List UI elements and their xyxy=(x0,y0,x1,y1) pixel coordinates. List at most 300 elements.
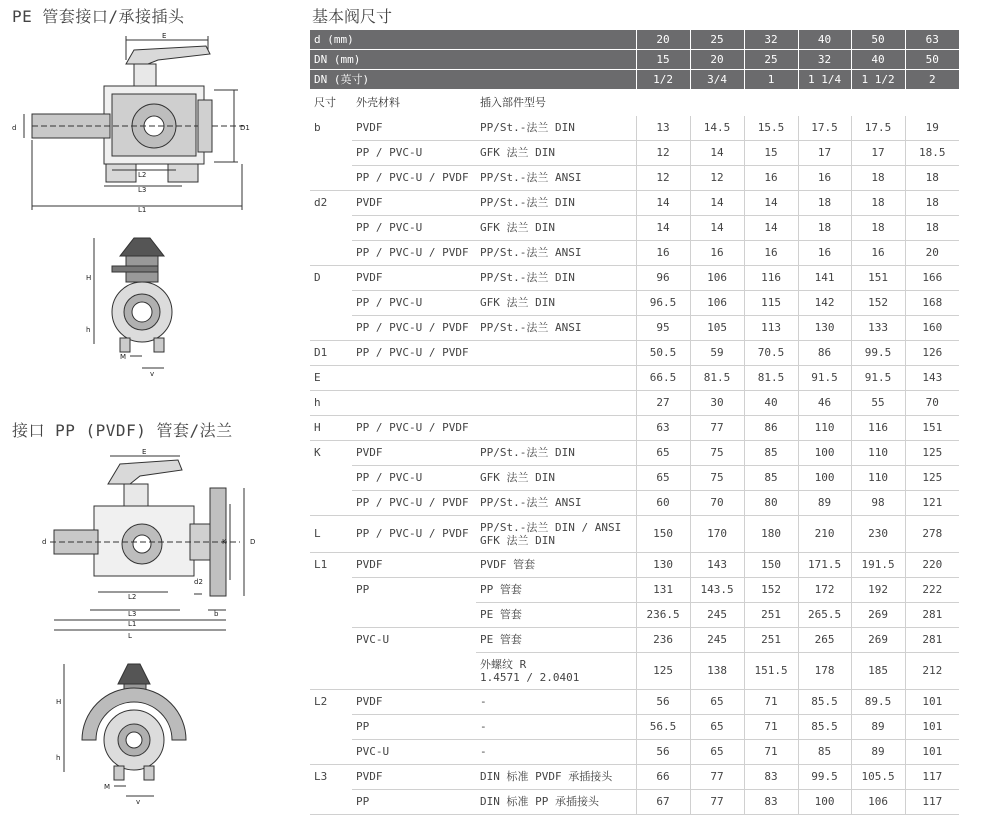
cell-dimension xyxy=(310,216,352,241)
cell-material: PVDF xyxy=(352,266,476,291)
cell-material: PP / PVC-U xyxy=(352,291,476,316)
cell-insert: GFK 法兰 DIN xyxy=(476,291,636,316)
table-row xyxy=(310,116,959,141)
cell-value: 99.5 xyxy=(798,765,851,790)
cell-value: 278 xyxy=(905,516,959,553)
cell-value: 170 xyxy=(690,516,744,553)
cell-material: PP / PVC-U / PVDF xyxy=(352,241,476,266)
header-value: 40 xyxy=(798,30,851,50)
drawing-title-pe-socket: PE 管套接口/承接插头 xyxy=(12,7,185,26)
cell-value: 126 xyxy=(905,341,959,366)
cell-value: 91.5 xyxy=(851,366,905,391)
cell-insert-line2: GFK 法兰 DIN xyxy=(480,534,555,547)
cell-insert: - xyxy=(476,690,636,715)
table-row xyxy=(310,516,959,553)
label-L2-flange: L2 xyxy=(128,593,137,601)
table-row xyxy=(310,603,959,628)
cell-value: 65 xyxy=(690,740,744,765)
cell-value: 143 xyxy=(905,366,959,391)
header-label: DN (mm) xyxy=(310,50,636,70)
cell-value: 17.5 xyxy=(798,116,851,141)
cell-value: 70 xyxy=(905,391,959,416)
cell-dimension: E xyxy=(310,366,352,391)
cell-value: 71 xyxy=(744,690,798,715)
cell-value: 251 xyxy=(744,628,798,653)
cell-value: 50.5 xyxy=(636,341,690,366)
header-row xyxy=(310,30,959,50)
cell-value: 12 xyxy=(636,166,690,191)
header-value: 15 xyxy=(636,50,690,70)
cell-insert xyxy=(476,653,636,690)
cell-value: 89.5 xyxy=(851,690,905,715)
cell-value: 16 xyxy=(851,241,905,266)
label-d-flange: d xyxy=(42,538,47,546)
cell-value: 65 xyxy=(690,715,744,740)
cell-value: 100 xyxy=(798,790,851,815)
cell-value: 100 xyxy=(798,441,851,466)
cell-value: 60 xyxy=(636,491,690,516)
cell-value: 245 xyxy=(690,603,744,628)
cell-value: 110 xyxy=(798,416,851,441)
cell-value: 152 xyxy=(851,291,905,316)
table-row xyxy=(310,391,959,416)
cell-value: 117 xyxy=(905,790,959,815)
cell-value: 151.5 xyxy=(744,653,798,690)
cell-material: PVDF xyxy=(352,191,476,216)
label-D1: D1 xyxy=(240,124,250,132)
cell-material: PP / PVC-U / PVDF xyxy=(352,416,476,441)
cell-material: PVDF xyxy=(352,116,476,141)
cell-material: PP xyxy=(356,583,370,597)
cell-dimension: K xyxy=(314,446,321,460)
header-value: 2 xyxy=(905,70,959,90)
header-value: 50 xyxy=(851,30,905,50)
cell-value: 70 xyxy=(690,491,744,516)
cell-value: 236 xyxy=(636,628,690,653)
table-row xyxy=(310,690,959,715)
cell-value: 269 xyxy=(851,628,905,653)
cell-value: 14 xyxy=(744,191,798,216)
cell-value: 143.5 xyxy=(690,578,744,603)
cell-insert: PP/St.-法兰 DIN xyxy=(476,116,636,141)
cell-value: 17 xyxy=(851,141,905,166)
cell-insert: GFK 法兰 DIN xyxy=(476,141,636,166)
label-v-2: v xyxy=(136,798,141,806)
cell-insert: - xyxy=(476,740,636,765)
table-row xyxy=(310,141,959,166)
cell-value: 85.5 xyxy=(798,690,851,715)
cell-value: 125 xyxy=(905,441,959,466)
header-value: 1/2 xyxy=(636,70,690,90)
cell-material: PP / PVC-U xyxy=(352,141,476,166)
cell-value: 138 xyxy=(690,653,744,690)
cell-insert xyxy=(476,366,636,391)
cell-value: 83 xyxy=(744,790,798,815)
cell-insert: PP/St.-法兰 ANSI xyxy=(476,166,636,191)
cell-value: 105 xyxy=(690,316,744,341)
cell-value: 131 xyxy=(636,578,690,603)
label-K: K xyxy=(222,538,227,546)
cell-value: 18 xyxy=(798,216,851,241)
table-row xyxy=(310,578,959,603)
cell-value: 65 xyxy=(690,690,744,715)
cell-value: 55 xyxy=(851,391,905,416)
cell-insert: PE 管套 xyxy=(476,628,636,653)
cell-material xyxy=(352,603,476,628)
cell-dimension: D1 xyxy=(310,341,352,366)
cell-material: PVDF xyxy=(352,553,476,578)
cell-value: 130 xyxy=(798,316,851,341)
cell-value: 14 xyxy=(690,216,744,241)
cell-value: 89 xyxy=(851,715,905,740)
column-header-row xyxy=(310,90,959,117)
cell-value: 116 xyxy=(744,266,798,291)
cell-value: 210 xyxy=(798,516,851,553)
cell-value: 77 xyxy=(690,790,744,815)
cell-value: 14 xyxy=(636,216,690,241)
cell-value: 18 xyxy=(905,216,959,241)
cell-insert: GFK 法兰 DIN xyxy=(476,466,636,491)
cell-value: 168 xyxy=(905,291,959,316)
cell-insert-line2: 1.4571 / 2.0401 xyxy=(480,671,580,684)
table-row xyxy=(310,366,959,391)
header-label: DN (英寸) xyxy=(310,70,636,90)
cell-material: PVDF xyxy=(352,690,476,715)
cell-value: 14 xyxy=(690,191,744,216)
cell-dimension: h xyxy=(310,391,352,416)
cell-material xyxy=(352,653,476,690)
cell-value: 14.5 xyxy=(690,116,744,141)
cell-value: 110 xyxy=(851,466,905,491)
cell-value: 142 xyxy=(798,291,851,316)
cell-dimension xyxy=(310,578,352,603)
cell-value: 105.5 xyxy=(851,765,905,790)
cell-value: 56 xyxy=(636,740,690,765)
cell-value: 106 xyxy=(690,291,744,316)
table-row xyxy=(310,715,959,740)
cell-value: 71 xyxy=(744,715,798,740)
header-label: d (mm) xyxy=(310,30,636,50)
cell-insert: PP 管套 xyxy=(476,578,636,603)
cell-dimension xyxy=(310,166,352,191)
label-v: v xyxy=(150,370,155,378)
cell-value: 77 xyxy=(690,416,744,441)
cell-value: 16 xyxy=(744,241,798,266)
column-header-insert: 插入部件型号 xyxy=(480,96,546,109)
cell-insert: PP/St.-法兰 DIN xyxy=(476,441,636,466)
cell-value: 81.5 xyxy=(744,366,798,391)
cell-value: 15.5 xyxy=(744,116,798,141)
header-value: 63 xyxy=(905,30,959,50)
cell-value: 30 xyxy=(690,391,744,416)
cell-material: PP xyxy=(352,715,476,740)
cell-dimension xyxy=(310,241,352,266)
label-M: M xyxy=(120,353,127,361)
cell-dimension xyxy=(310,141,352,166)
cell-value: 17 xyxy=(798,141,851,166)
header-value: 40 xyxy=(851,50,905,70)
cell-value: 18 xyxy=(905,166,959,191)
cell-value: 71 xyxy=(744,740,798,765)
cell-value: 13 xyxy=(636,116,690,141)
cell-value: 91.5 xyxy=(798,366,851,391)
cell-dimension xyxy=(310,466,352,491)
header-value: 20 xyxy=(690,50,744,70)
cell-dimension xyxy=(310,491,352,516)
cell-insert: GFK 法兰 DIN xyxy=(476,216,636,241)
cell-insert: PE 管套 xyxy=(476,603,636,628)
cell-value: 14 xyxy=(744,216,798,241)
header-value: 3/4 xyxy=(690,70,744,90)
table-row xyxy=(310,765,959,790)
cell-value: 17.5 xyxy=(851,116,905,141)
cell-value: 251 xyxy=(744,603,798,628)
label-E: E xyxy=(162,32,167,40)
cell-value: 212 xyxy=(905,653,959,690)
table-row xyxy=(310,191,959,216)
cell-value: 151 xyxy=(905,416,959,441)
label-L1-flange: L1 xyxy=(128,620,137,628)
table-row xyxy=(310,653,959,690)
cell-value: 230 xyxy=(851,516,905,553)
cell-value: 89 xyxy=(798,491,851,516)
cell-value: 96.5 xyxy=(636,291,690,316)
header-value: 32 xyxy=(744,30,798,50)
cell-value: 59 xyxy=(690,341,744,366)
cell-value: 116 xyxy=(851,416,905,441)
cell-value: 86 xyxy=(798,341,851,366)
header-value: 20 xyxy=(636,30,690,50)
cell-value: 178 xyxy=(798,653,851,690)
cell-value: 222 xyxy=(905,578,959,603)
cell-value: 171.5 xyxy=(798,553,851,578)
header-value: 1 1/2 xyxy=(851,70,905,90)
cell-dimension xyxy=(310,740,352,765)
cell-value: 16 xyxy=(636,241,690,266)
cell-material xyxy=(352,366,476,391)
table-row xyxy=(310,266,959,291)
header-value: 50 xyxy=(905,50,959,70)
table-row xyxy=(310,441,959,466)
cell-value: 16 xyxy=(798,241,851,266)
cell-insert: - xyxy=(476,715,636,740)
cell-insert: DIN 标准 PVDF 承插接头 xyxy=(476,765,636,790)
cell-insert-line1: 外螺纹 R xyxy=(480,658,527,671)
cell-value: 143 xyxy=(690,553,744,578)
cell-value: 192 xyxy=(851,578,905,603)
table-row xyxy=(310,416,959,441)
label-D: D xyxy=(250,538,256,546)
table-row xyxy=(310,466,959,491)
drawing-side-view-spigot xyxy=(8,30,268,215)
cell-dimension xyxy=(310,316,352,341)
cell-value: 98 xyxy=(851,491,905,516)
cell-material: PP / PVC-U / PVDF xyxy=(352,516,476,553)
drawings-column xyxy=(0,0,300,824)
table-row xyxy=(310,553,959,578)
cell-value: 18 xyxy=(905,191,959,216)
cell-dimension: b xyxy=(314,121,321,135)
cell-value: 130 xyxy=(636,553,690,578)
label-L2: L2 xyxy=(138,171,147,179)
cell-material: PP / PVC-U / PVDF xyxy=(352,166,476,191)
cell-value: 14 xyxy=(690,141,744,166)
cell-material: PVDF xyxy=(352,441,476,466)
cell-value: 133 xyxy=(851,316,905,341)
cell-insert xyxy=(476,341,636,366)
cell-value: 46 xyxy=(798,391,851,416)
cell-value: 281 xyxy=(905,603,959,628)
cell-value: 166 xyxy=(905,266,959,291)
drawing-front-view-1 xyxy=(80,232,200,382)
cell-dimension xyxy=(310,715,352,740)
cell-value: 281 xyxy=(905,628,959,653)
table-row xyxy=(310,628,959,653)
cell-material: PVC-U xyxy=(352,740,476,765)
drawing-side-view-flange xyxy=(30,444,270,644)
cell-value: 269 xyxy=(851,603,905,628)
cell-value: 191.5 xyxy=(851,553,905,578)
cell-value: 66.5 xyxy=(636,366,690,391)
label-L3-flange: L3 xyxy=(128,610,137,618)
cell-material: PP xyxy=(352,790,476,815)
cell-value: 40 xyxy=(744,391,798,416)
cell-value: 56.5 xyxy=(636,715,690,740)
cell-dimension xyxy=(310,291,352,316)
label-b: b xyxy=(214,610,219,618)
cell-value: 81.5 xyxy=(690,366,744,391)
cell-value: 16 xyxy=(798,166,851,191)
drawing-front-view-2 xyxy=(56,656,206,806)
cell-value: 160 xyxy=(905,316,959,341)
cell-value: 100 xyxy=(798,466,851,491)
label-H-2: H xyxy=(56,698,62,706)
cell-value: 67 xyxy=(636,790,690,815)
cell-value: 150 xyxy=(744,553,798,578)
cell-material xyxy=(352,391,476,416)
label-L1: L1 xyxy=(138,206,147,214)
header-row xyxy=(310,50,959,70)
cell-dimension xyxy=(310,653,352,690)
table-row xyxy=(310,241,959,266)
cell-value: 101 xyxy=(905,690,959,715)
header-value: 1 1/4 xyxy=(798,70,851,90)
cell-value: 150 xyxy=(636,516,690,553)
cell-value: 172 xyxy=(798,578,851,603)
cell-value: 18 xyxy=(851,216,905,241)
cell-value: 96 xyxy=(636,266,690,291)
column-header-filler xyxy=(636,90,959,117)
label-M-2: M xyxy=(104,783,111,791)
cell-value: 27 xyxy=(636,391,690,416)
cell-insert: PVDF 管套 xyxy=(476,553,636,578)
cell-dimension: H xyxy=(310,416,352,441)
cell-value: 18 xyxy=(798,191,851,216)
cell-insert xyxy=(476,391,636,416)
cell-insert: PP/St.-法兰 ANSI xyxy=(476,316,636,341)
cell-value: 265 xyxy=(798,628,851,653)
table-row xyxy=(310,790,959,815)
cell-value: 101 xyxy=(905,715,959,740)
cell-dimension xyxy=(310,628,352,653)
cell-value: 125 xyxy=(905,466,959,491)
cell-value: 14 xyxy=(636,191,690,216)
cell-value: 99.5 xyxy=(851,341,905,366)
cell-value: 117 xyxy=(905,765,959,790)
cell-material: PP / PVC-U / PVDF xyxy=(352,341,476,366)
label-E-flange: E xyxy=(142,448,147,456)
cell-value: 152 xyxy=(744,578,798,603)
drawing-title-pp-flange: 接口 PP (PVDF) 管套/法兰 xyxy=(12,421,233,440)
cell-value: 70.5 xyxy=(744,341,798,366)
cell-dimension xyxy=(310,603,352,628)
cell-value: 66 xyxy=(636,765,690,790)
cell-insert xyxy=(476,516,636,553)
label-L-flange: L xyxy=(128,632,132,640)
label-H: H xyxy=(86,274,92,282)
cell-value: 85.5 xyxy=(798,715,851,740)
cell-value: 18.5 xyxy=(905,141,959,166)
table-row xyxy=(310,291,959,316)
cell-value: 80 xyxy=(744,491,798,516)
cell-value: 83 xyxy=(744,765,798,790)
table-row xyxy=(310,341,959,366)
table-row xyxy=(310,216,959,241)
cell-insert-line1: PP/St.-法兰 DIN / ANSI xyxy=(480,521,622,534)
header-value: 32 xyxy=(798,50,851,70)
table-row xyxy=(310,316,959,341)
cell-material: PP / PVC-U xyxy=(352,216,476,241)
cell-value: 151 xyxy=(851,266,905,291)
cell-material: PP / PVC-U xyxy=(352,466,476,491)
cell-value: 18 xyxy=(851,191,905,216)
cell-value: 115 xyxy=(744,291,798,316)
cell-insert: DIN 标准 PP 承插接头 xyxy=(476,790,636,815)
cell-value: 16 xyxy=(690,241,744,266)
table-title: 基本阀尺寸 xyxy=(312,7,393,26)
column-header-material: 外壳材料 xyxy=(356,96,400,109)
cell-insert: PP/St.-法兰 ANSI xyxy=(476,241,636,266)
cell-value: 106 xyxy=(690,266,744,291)
cell-value: 12 xyxy=(636,141,690,166)
cell-value: 89 xyxy=(851,740,905,765)
cell-value: 20 xyxy=(905,241,959,266)
cell-dimension: L xyxy=(310,516,352,553)
cell-value: 85 xyxy=(744,441,798,466)
cell-dimension: L2 xyxy=(314,695,328,709)
cell-value: 95 xyxy=(636,316,690,341)
cell-value: 141 xyxy=(798,266,851,291)
cell-value: 16 xyxy=(744,166,798,191)
table-row xyxy=(310,166,959,191)
cell-material: PVC-U xyxy=(356,633,390,647)
cell-insert xyxy=(476,416,636,441)
cell-value: 101 xyxy=(905,740,959,765)
header-value: 25 xyxy=(744,50,798,70)
cell-dimension: d2 xyxy=(314,196,328,210)
table-row xyxy=(310,491,959,516)
cell-value: 85 xyxy=(798,740,851,765)
label-d: d xyxy=(12,124,17,132)
cell-value: 85 xyxy=(744,466,798,491)
dimension-table xyxy=(310,30,959,815)
cell-value: 75 xyxy=(690,466,744,491)
cell-value: 220 xyxy=(905,553,959,578)
cell-value: 56 xyxy=(636,690,690,715)
cell-value: 125 xyxy=(636,653,690,690)
cell-value: 63 xyxy=(636,416,690,441)
cell-value: 65 xyxy=(636,466,690,491)
